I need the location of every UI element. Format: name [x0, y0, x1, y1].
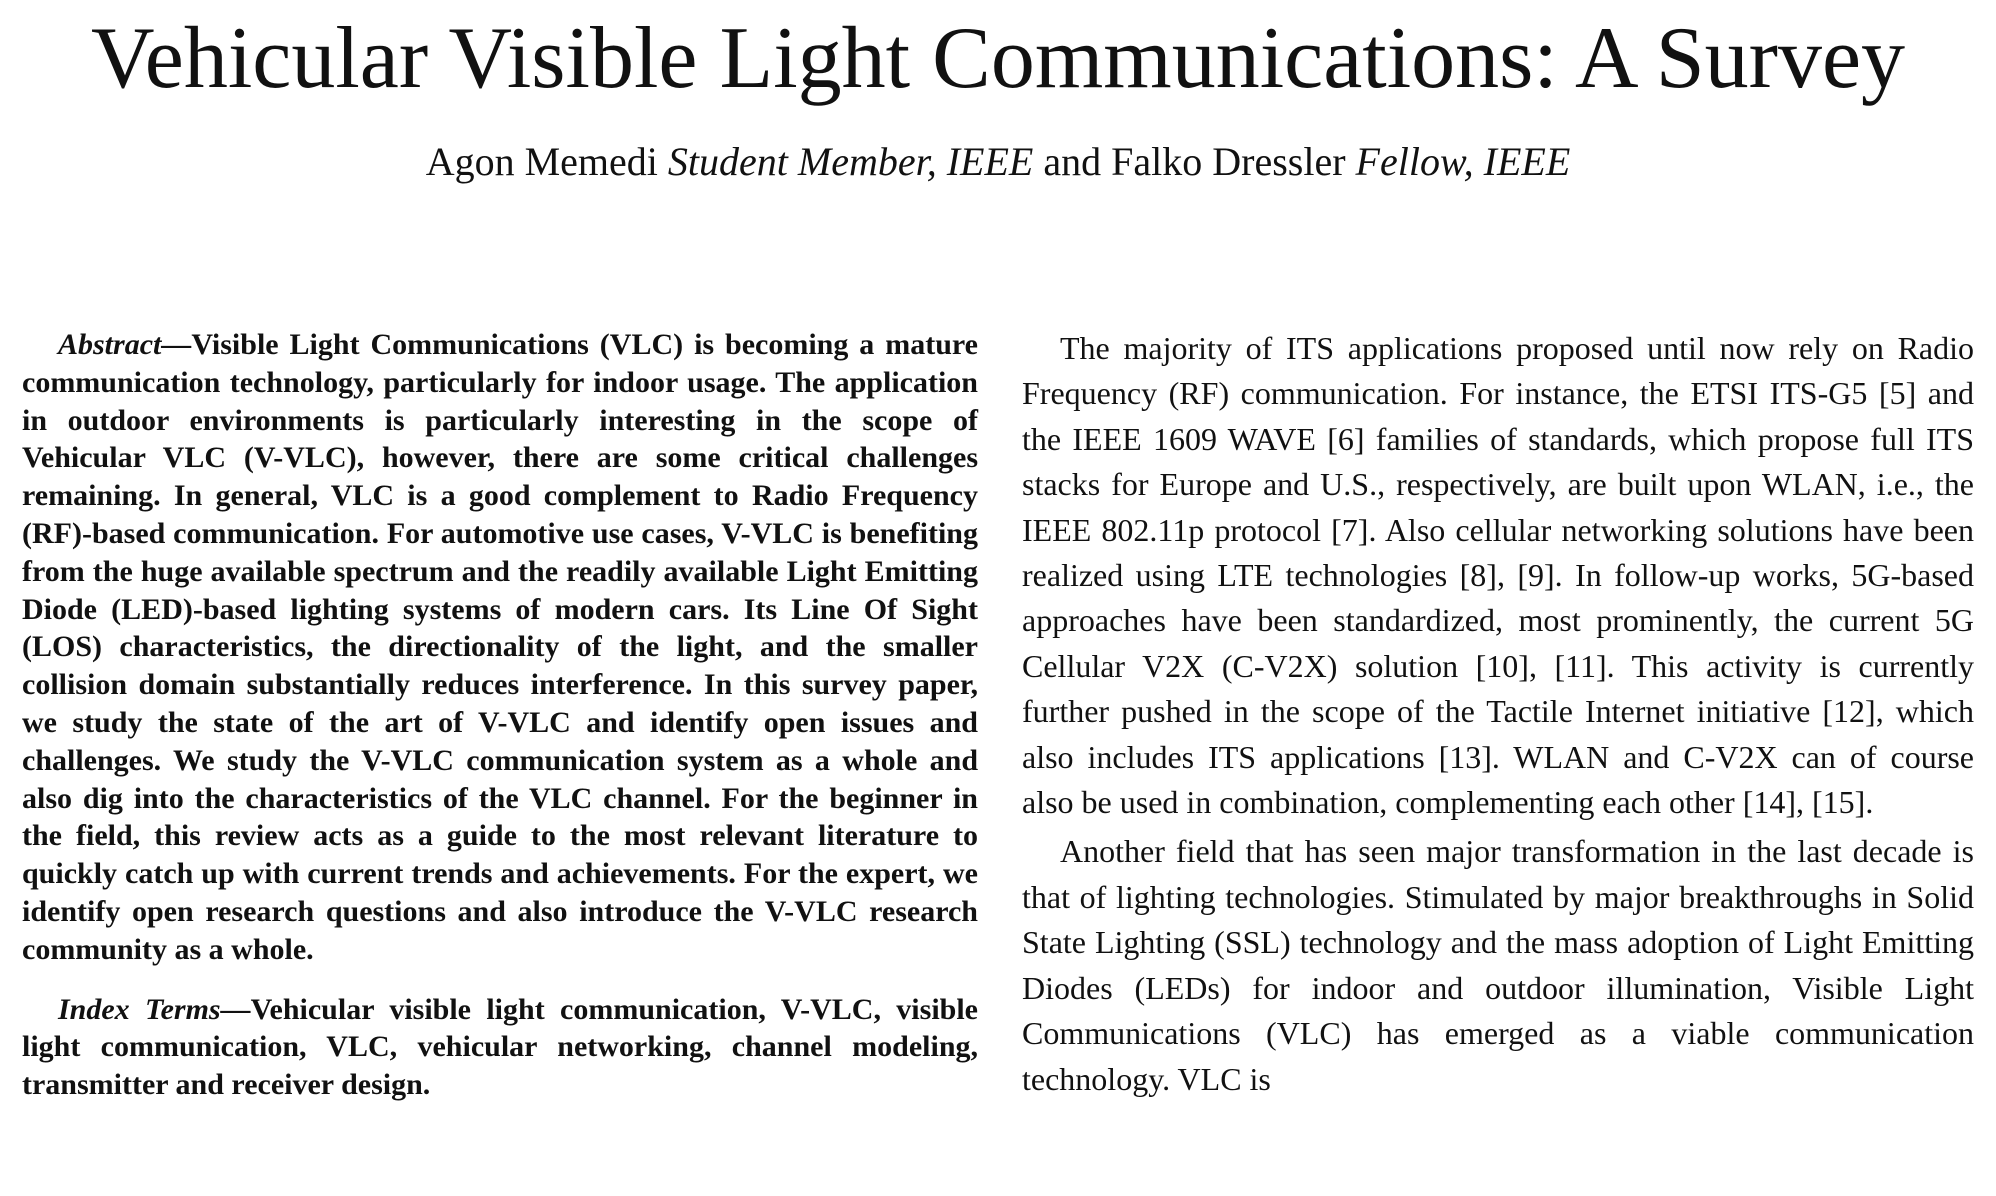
index-terms	[22, 991, 978, 1104]
body-paragraph: The majority of ITS applications proposed until now rely on Radio Frequency (RF) communication. For instance, the ETSI ITS-G5 [5] and the IEEE 1609 WAVE [6] families of standards, which propose full ITS stacks for Europe and U.S., respectively, are built upon WLAN, i.e., the IEEE 802.11p protocol [7]. Also cellular networking solutions have been realized using LTE technologies [8], [9]. In follow-up works, 5G-based approaches have been standardized, most prominently, the current 5G Cellular V2X (C-V2X) solution [10], [11]. This activity is currently further pushed in the scope of the Tactile Internet initiative [12], which also includes ITS applications [13]. WLAN and C-V2X can of course also be used in combination, complementing each other [14], [15].	[1022, 330, 1974, 821]
index-terms-label: Index Terms	[58, 992, 221, 1026]
index-terms-text: Vehicular visible light communication, V-VLC, visible light communication, VLC, vehicular networking, channel modeling, transmitter and receiver design.	[22, 992, 978, 1102]
index-terms-dash: —	[220, 992, 251, 1026]
left-column	[22, 326, 978, 1104]
body-paragraph: Another field that has seen major transformation in the last decade is that of lighting technologies. Stimulated by major breakthroughs in Solid State Lighting (SSL) technology and the mass adoption of Light Emitting Diodes (LEDs) for indoor and outdoor illumination, Visible Light Communications (VLC) has emerged as a viable communication technology. VLC is	[1022, 833, 1974, 1097]
author-affiliation: Fellow, IEEE	[1355, 139, 1571, 184]
right-column	[1022, 326, 1974, 1102]
abstract	[22, 326, 978, 969]
abstract-label: Abstract	[58, 328, 162, 361]
author-affiliation: Student Member, IEEE	[667, 139, 1034, 184]
paper-title: Vehicular Visible Light Communications: A Survey	[90, 10, 1906, 107]
author-name: Agon Memedi	[425, 139, 658, 184]
abstract-text: Visible Light Communications (VLC) is becoming a mature communication technology, particularly for indoor usage. The application in outdoor environments is particularly interesting in the scope of Vehicular VLC (V-VLC), however, there are some critical challenges remaining. In general, VLC is a good complement to Radio Frequency (RF)-based communication. For automotive use cases, V-VLC is benefiting from the huge available spectrum and the readily available Light Emitting Diode (LED)-based lighting systems of modern cars. Its Line Of Sight (LOS) characteristics, the directionality of the light, and the smaller collision domain substantially reduces interference. In this survey paper, we study the state of the art of V-VLC and identify open issues and challenges. We study the V-VLC communication system as a whole and also dig into the characteristics of the VLC channel. For the beginner in the field, this review acts as a guide to the most relevant literature to quickly catch up with current trends and achievements. For the expert, we identify open research questions and also introduce the V-VLC research community as a whole.	[22, 328, 978, 966]
author-line	[0, 136, 1996, 188]
abstract-dash: —	[161, 328, 192, 361]
author-name: Falko Dressler	[1111, 139, 1346, 184]
author-joiner: and	[1043, 139, 1102, 184]
